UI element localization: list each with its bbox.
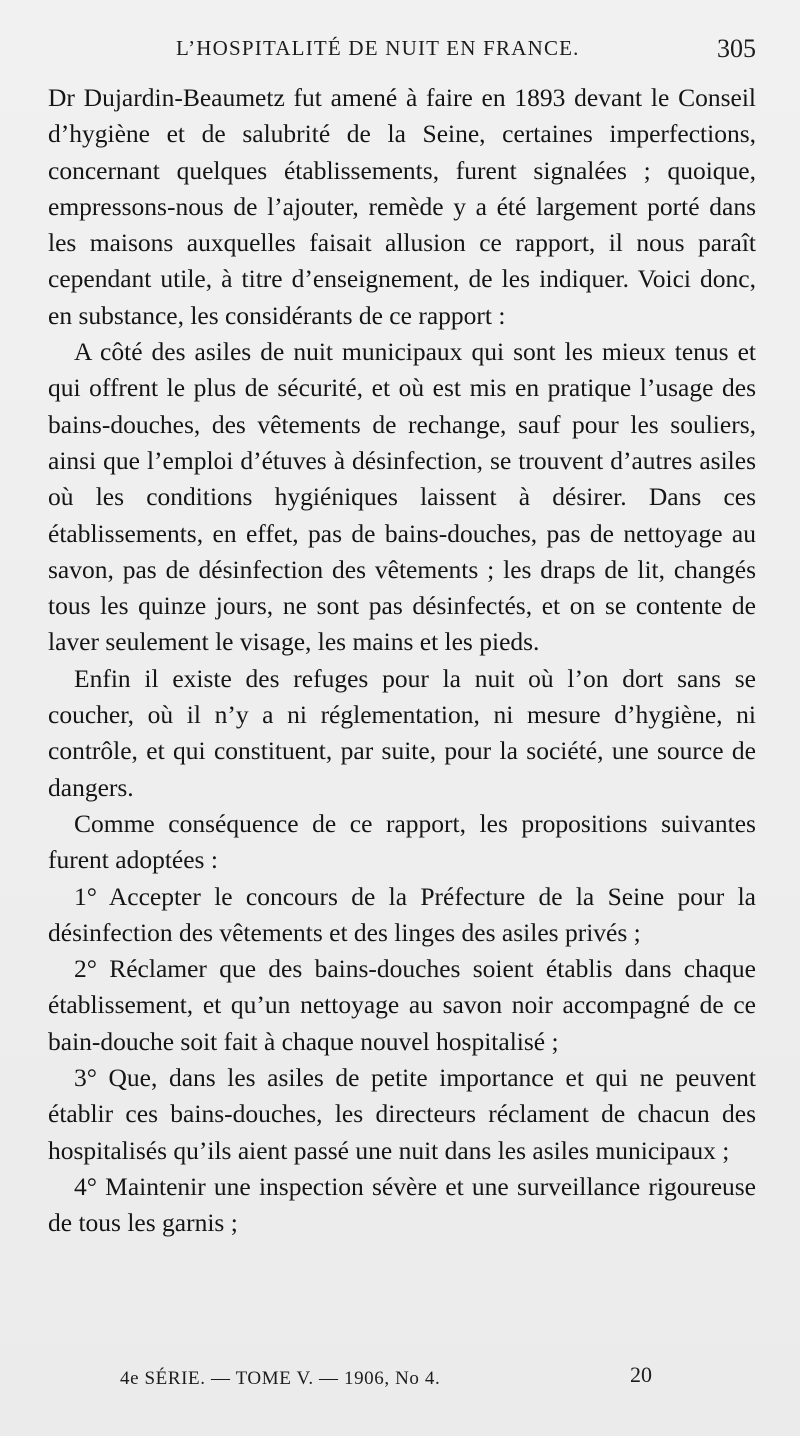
proposition-1: 1° Accepter le concours de la Préfecture de la Seine pour la désinfection des vêtements et des linges des asiles privés ; xyxy=(48,881,756,947)
sheet-number: 20 xyxy=(630,1362,652,1387)
proposition-4: 4° Maintenir une inspection sévère et une surveillance rigoureuse de tous les garnis ; xyxy=(48,1171,756,1238)
proposition-2: 2° Réclamer que des bains-douches soient établis dans chaque établissement, et qu’un nettoyage au savon noir accompagné de ce bain-douche soit fait à chaque nouvel hospitalisé ; xyxy=(48,954,756,1056)
paragraph-4: Comme conséquence de ce rapport, les propositions suivantes furent adoptées : xyxy=(48,808,756,875)
footer xyxy=(48,1362,756,1402)
signature-line: 4e SÉRIE. — TOME V. — 1906, No 4. xyxy=(120,1368,441,1389)
paragraph-3: Enfin il existe des refuges pour la nuit où l’on dort sans se coucher, où il n’y a ni réglementation, ni mesure d’hygiène, ni contrôle, et qui constituent, par suite, pour la société, une source de dangers. xyxy=(48,663,756,802)
running-title: L’HOSPITALITÉ DE NUIT EN FRANCE. xyxy=(176,36,580,60)
paragraph-2: A côté des asiles de nuit municipaux qui sont les mieux tenus et qui offrent le plus de sécurité, et où est mis en pratique l’usage des bains-douches, des vêtements de rechange, sauf pour les souliers, ainsi que l’emploi d’étuves à désinfection, se trouvent d’autres asiles où les conditions hygiéniques laissent à désirer. Dans ces établissements, en effet, pas de bains-douches, pas de nettoyage au savon, pas de désinfection des vêtements ; les draps de lit, changés tous les quinze jours, ne sont pas désinfectés, et on se contente de laver seulement le visage, les mains et les pieds. xyxy=(48,337,756,657)
paragraph-1: Dr Dujardin-Beaumetz fut amené à faire en 1893 devant le Conseil d’hygiène et de salubrité de la Seine, certaines imperfections, concernant quelques établissements, furent signalées ; quoique, empressons-nous de l’ajouter, remède y a été largement porté dans les maisons auxquelles faisait allusion ce rapport, il nous paraît cependant utile, à titre d’enseignement, de les indiquer. Voici donc, en substance, les considérants de ce rapport : xyxy=(48,83,756,330)
body-text xyxy=(48,80,756,1242)
proposition-3: 3° Que, dans les asiles de petite importance et qui ne peuvent établir ces bains-douches, les directeurs réclament de chacun des hospitalisés qu’ils aient passé une nuit dans les asiles municipaux ; xyxy=(48,1063,756,1165)
page-number: 305 xyxy=(717,34,756,63)
running-head xyxy=(48,36,756,66)
